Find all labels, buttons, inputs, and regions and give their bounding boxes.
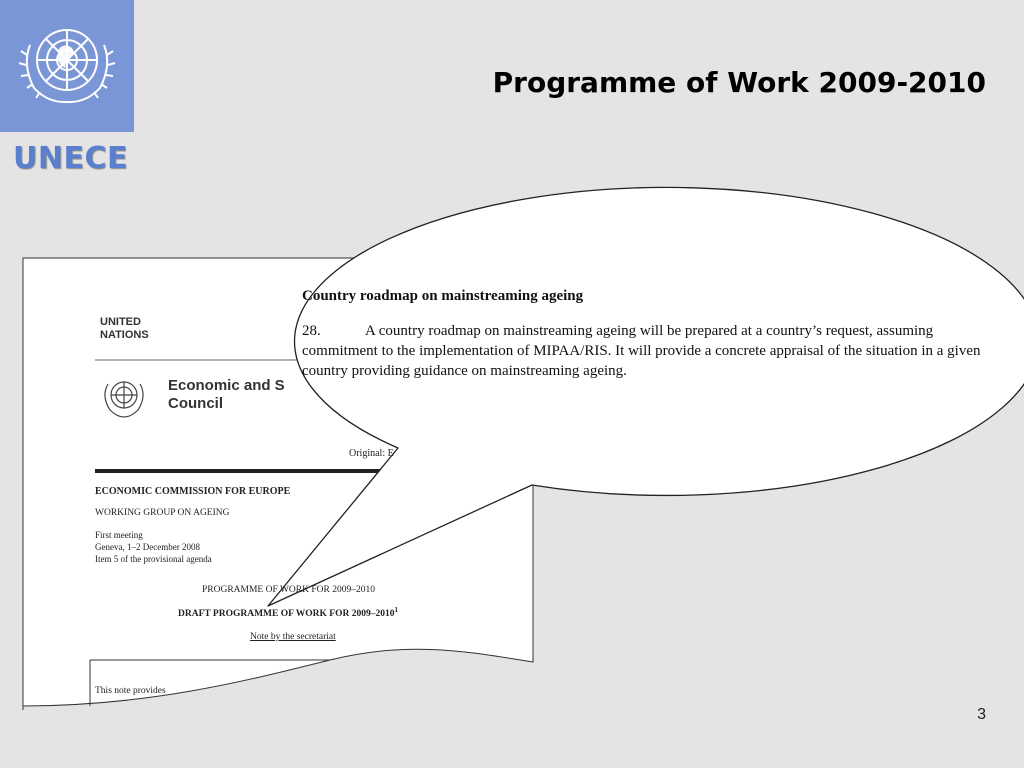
- unece-label: UNECE: [13, 141, 128, 176]
- doc-council-line1: Economic and S: [168, 377, 285, 394]
- doc-working-group: WORKING GROUP ON AGEING: [95, 508, 230, 518]
- callout-heading: Country roadmap on mainstreaming ageing: [302, 288, 584, 304]
- doc-org-line1: UNITED: [100, 316, 141, 328]
- doc-original: Original: E: [349, 448, 394, 459]
- doc-programme: PROGRAMME OF WORK FOR 2009–2010: [202, 585, 375, 595]
- slide-title: Programme of Work 2009-2010: [492, 66, 986, 99]
- doc-summary-start: This note provides: [95, 686, 166, 696]
- doc-draft: DRAFT PROGRAMME OF WORK FOR 2009–2010$^1$: [178, 606, 398, 620]
- doc-location: Geneva, 1–2 December 2008: [95, 542, 200, 552]
- page-number: 3: [977, 706, 986, 723]
- doc-item: Item 5 of the provisional agenda: [95, 554, 212, 564]
- callout-paragraph-text: A country roadmap on mainstreaming ageing will be prepared at a country’s request, assuming commitment to the implementation of MIPAA/RIS. It will provide a concrete appraisal of the situation in a given country providing guidance on mainstreaming ageing.: [302, 323, 981, 379]
- doc-commission: ECONOMIC COMMISSION FOR EUROPE: [95, 486, 291, 497]
- callout: [302, 288, 982, 381]
- speech-bubble: [268, 187, 1024, 606]
- doc-footnote-mark: 1: [394, 606, 398, 614]
- callout-paragraph-number: 28.: [302, 323, 321, 339]
- doc-org-line2: NATIONS: [100, 329, 149, 341]
- callout-paragraph: [302, 321, 982, 381]
- doc-council-line2: Council: [168, 395, 223, 412]
- doc-meeting: First meeting: [95, 530, 143, 540]
- doc-note: Note by the secretariat: [250, 632, 336, 642]
